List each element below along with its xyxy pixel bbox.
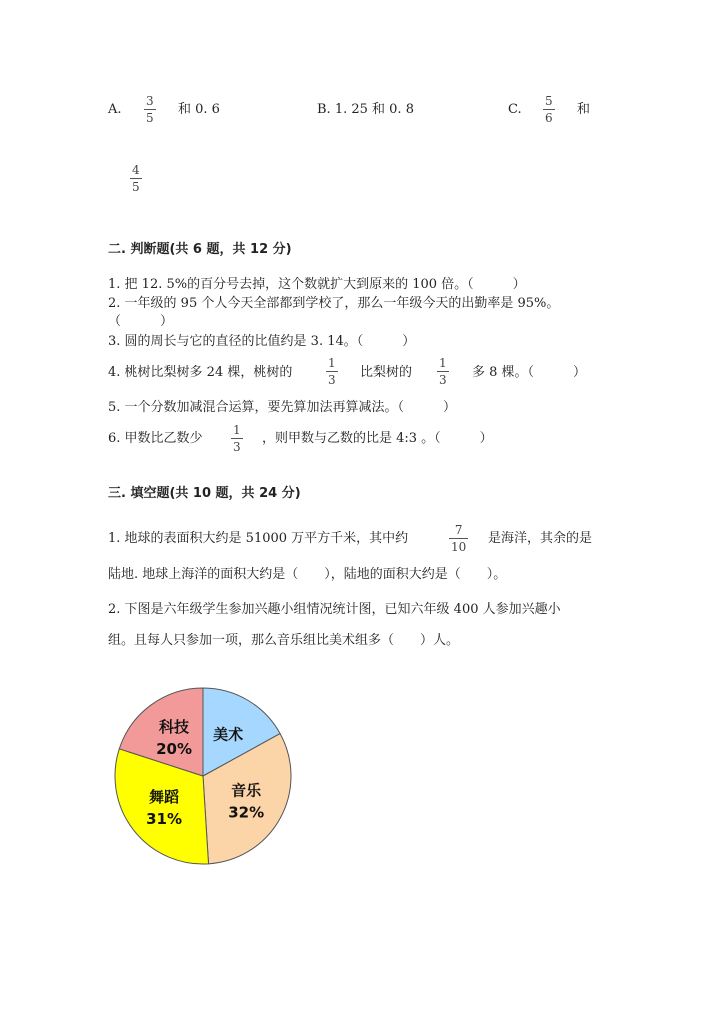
pie-label-科技: 科技 (159, 718, 190, 737)
judge-q2-line1: 2. 一年级的 95 个人今天全部都到学校了，那么一年级今天的出勤率是 95%。 (108, 296, 560, 311)
pie-percent-舞蹈: 31% (146, 810, 183, 829)
fill-q2-line2: 组。且每人只参加一项，那么音乐组比美术组多（ ）人。 (108, 633, 460, 648)
judge-q4-fraction2 (437, 356, 449, 387)
fill-q1-part2: 是海洋，其余的是 (488, 531, 593, 546)
pie-label-美术: 美术 (213, 725, 244, 744)
section2-heading: 二. 判断题(共 6 题，共 12 分) (108, 242, 292, 257)
judge-q4-part1: 4. 桃树比梨树多 24 棵，桃树的 (108, 365, 293, 380)
fraction-denominator: 10 (451, 540, 467, 554)
fill-q2-line1: 2. 下图是六年级学生参加兴趣小组情况统计图，已知六年级 400 人参加兴趣小 (108, 602, 561, 617)
pie-label-音乐: 音乐 (231, 781, 262, 800)
judge-q4-part3: 多 8 棵。（ ） (472, 365, 587, 380)
pie-percent-科技: 20% (156, 740, 192, 759)
judge-q1: 1. 把 12. 5%的百分号去掉，这个数就扩大到原来的 100 倍。（ ） (108, 277, 526, 292)
judge-q5: 5. 一个分数加减混合运算，要先算加法再算减法。（ ） (108, 400, 457, 415)
judge-q6-part2: ，则甲数与乙数的比是 4:3 。（ ） (262, 431, 493, 446)
interest-group-pie-chart (110, 683, 300, 873)
fraction-numerator: 1 (328, 356, 336, 370)
judge-q4-fraction1 (326, 356, 338, 387)
option-c-fraction-2 (130, 163, 142, 194)
fraction-denominator: 3 (328, 373, 336, 387)
fraction-denominator: 6 (545, 111, 553, 125)
judge-q6-part1: 6. 甲数比乙数少 (108, 431, 203, 446)
fraction-numerator: 1 (233, 423, 241, 437)
option-c-fraction (543, 94, 555, 125)
fill-q1-fraction (449, 523, 468, 554)
option-c-tail: 和 (577, 102, 591, 117)
judge-q3: 3. 圆的周长与它的直径的比值约是 3. 14。（ ） (108, 334, 416, 349)
fraction-numerator: 3 (146, 94, 154, 108)
option-c-label: C. (508, 102, 522, 117)
fraction-numerator: 4 (132, 163, 140, 177)
fraction-numerator: 1 (439, 356, 447, 370)
judge-q2-line2: （ ） (108, 314, 174, 329)
fraction-denominator: 3 (233, 440, 241, 454)
fraction-numerator: 7 (454, 523, 463, 537)
fraction-denominator: 5 (146, 111, 154, 125)
section3-heading: 三. 填空题(共 10 题，共 24 分) (108, 486, 301, 501)
fraction-denominator: 3 (439, 373, 447, 387)
option-a-tail: 和 0. 6 (178, 102, 220, 117)
fraction-denominator: 5 (132, 180, 140, 194)
pie-percent-音乐: 32% (228, 803, 265, 822)
option-a-fraction (144, 94, 156, 125)
fill-q1-part1: 1. 地球的表面积大约是 51000 万平方千米，其中约 (108, 531, 409, 546)
option-a-label: A. (108, 102, 122, 117)
fraction-numerator: 5 (545, 94, 553, 108)
option-b-text: B. 1. 25 和 0. 8 (317, 102, 414, 117)
judge-q4-part2: 比梨树的 (360, 365, 413, 380)
fill-q1-line2: 陆地. 地球上海洋的面积大约是（ ），陆地的面积大约是（ ）。 (108, 567, 507, 582)
pie-label-舞蹈: 舞蹈 (149, 788, 180, 807)
judge-q6-fraction (231, 423, 243, 454)
